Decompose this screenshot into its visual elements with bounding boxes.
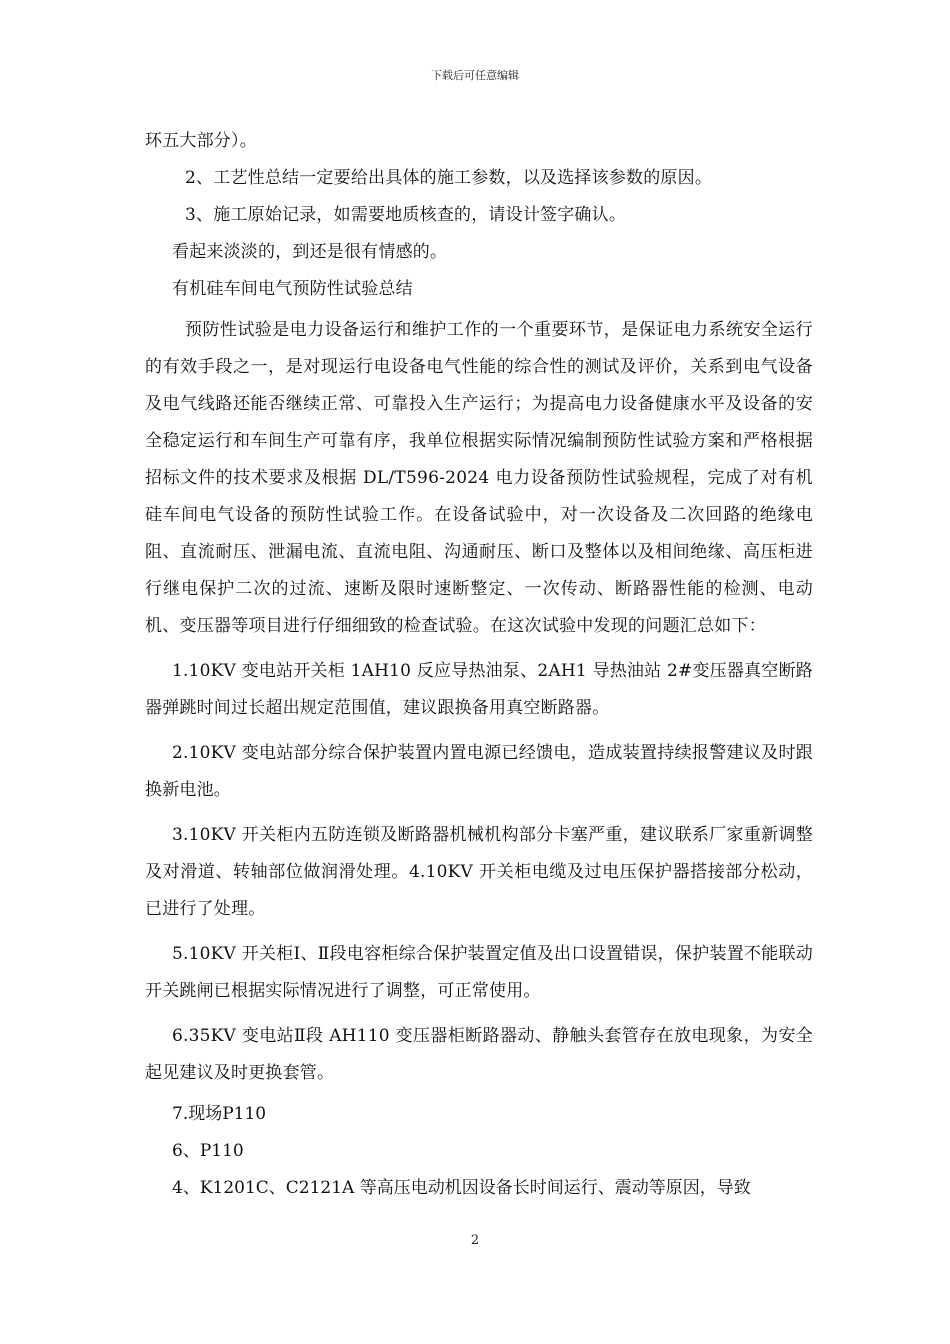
page-header: 下载后可任意编辑 <box>431 69 519 82</box>
paragraph-construction-record: 3、施工原始记录，如需要地质核查的，请设计签字确认。 <box>185 205 627 225</box>
list-item-2: 2.10KV 变电站部分综合保护装置内置电源已经馈电，造成装置持续报警建议及时跟换新电池。 <box>145 743 813 800</box>
list-item-p110: 6、P110 <box>172 1141 244 1161</box>
paragraph-intro: 预防性试验是电力设备运行和维护工作的一个重要环节，是保证电力系统安全运行的有效手段之一，是对现运行电设备电气性能的综合性的测试及评价，关系到电气设备及电气线路还能否继续正常、可靠投入生产运行；为提高电力设备健康水平及设备的安全稳定运行和车间生产可靠有序，我单位根据实际情况编制预防性试验方案和严格根据招标文件的技术要求及根据 DL/T596-2024 电力设备预防性试验规程，完成了对有机硅车间电气设备的预防性试验工作。在设备试验中，对一次设备及二次回路的绝缘电阻、直流耐压、泄漏电流、直流电阻、沟通耐压、断口及整体以及相间绝缘、高压柜进行继电保护二次的过流、速断及限时速断整定、一次传动、断路器性能的检测、电动机、变压器等项目进行仔细细致的检查试验。在这次试验中发现的问题汇总如下： <box>145 320 813 636</box>
list-item-motors: 4、K1201C、C2121A 等高压电动机因设备长时间运行、震动等原因，导致 <box>172 1178 751 1198</box>
paragraph-process-summary: 2、工艺性总结一定要给出具体的施工参数，以及选择该参数的原因。 <box>185 168 713 188</box>
section-title: 有机硅车间电气预防性试验总结 <box>172 279 413 299</box>
paragraph-continuation: 环五大部分）。 <box>145 131 257 151</box>
document-body <box>145 127 813 1211</box>
list-item-6: 6.35KV 变电站Ⅱ段 AH110 变压器柜断路器动、静触头套管存在放电现象，为安全起见建议及时更换套管。 <box>145 1026 813 1083</box>
list-item-7: 7.现场P110 <box>172 1104 267 1124</box>
page-number: 2 <box>470 1233 480 1248</box>
list-item-1: 1.10KV 变电站开关柜 1AH10 反应导热油泵、2AH1 导热油站 2#变压器真空断路器弹跳时间过长超出规定范围值，建议跟换备用真空断路器。 <box>145 661 813 718</box>
list-item-5: 5.10KV 开关柜Ⅰ、Ⅱ段电容柜综合保护装置定值及出口设置错误，保护装置不能联动开关跳闸已根据实际情况进行了调整，可正常使用。 <box>145 944 813 1001</box>
list-item-3: 3.10KV 开关柜内五防连锁及断路器机械机构部分卡塞严重，建议联系厂家重新调整及对滑道、转轴部位做润滑处理。4.10KV 开关柜电缆及过电压保护器搭接部分松动，已进行了处理。 <box>145 825 813 919</box>
paragraph-remark: 看起来淡淡的，到还是很有情感的。 <box>172 242 448 262</box>
